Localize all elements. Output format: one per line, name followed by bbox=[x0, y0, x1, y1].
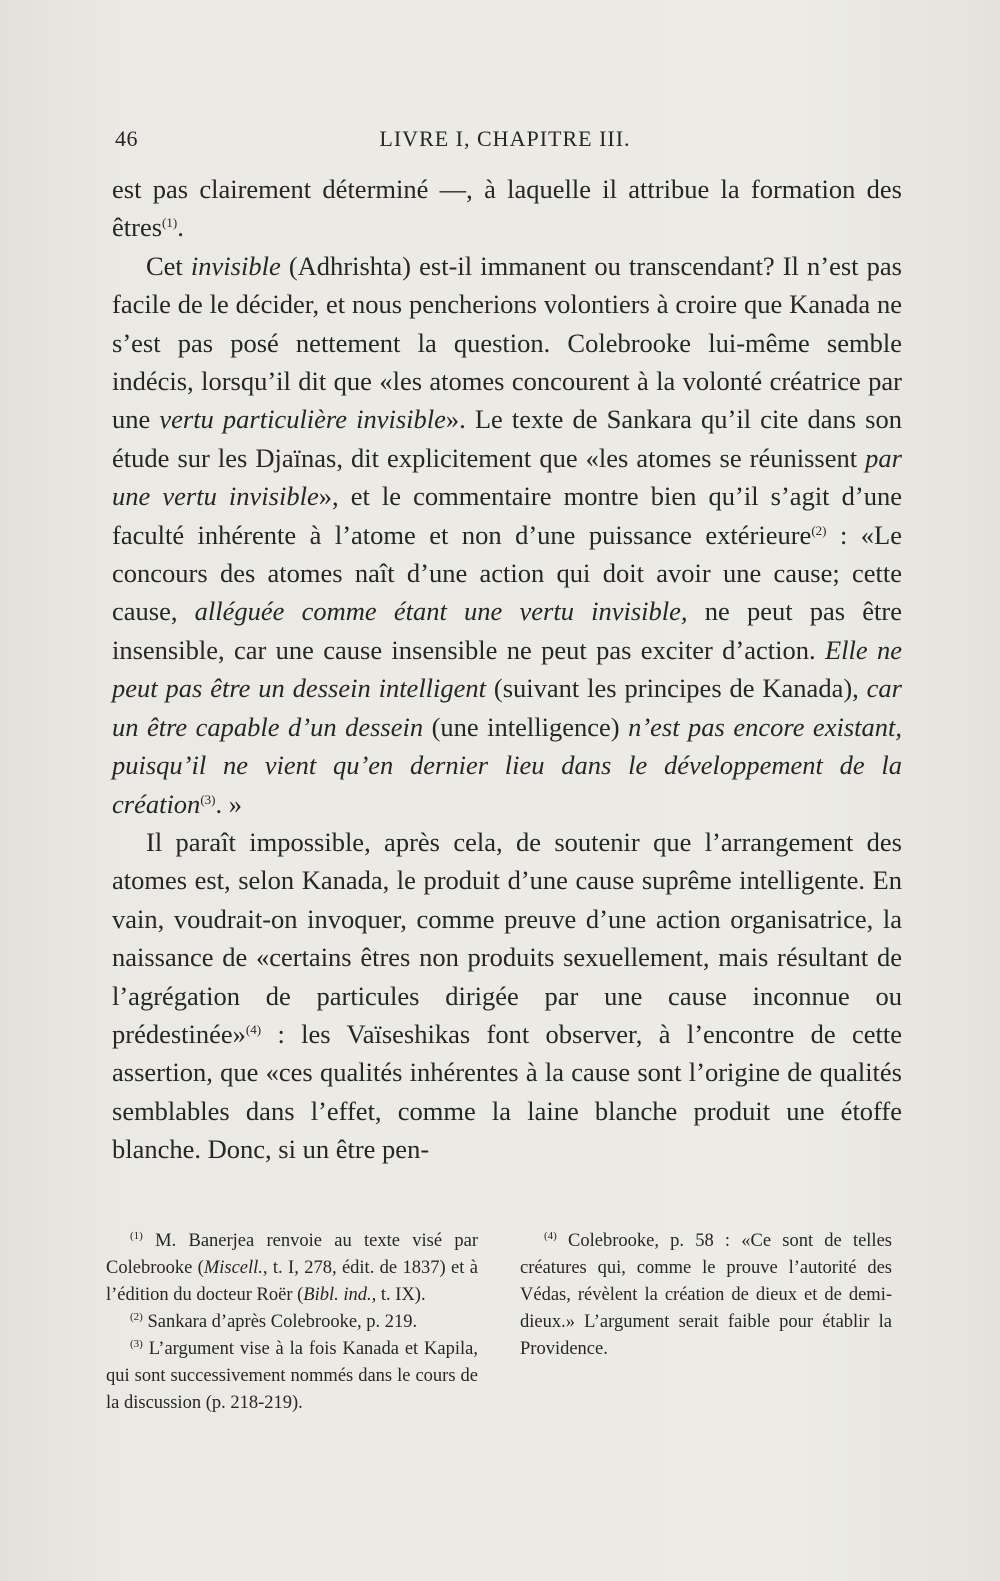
text-run: ». Le texte de Sankara qu’il cite dans son étude sur les Djaïnas, dit explicitement que «les atomes se réunissent bbox=[112, 404, 902, 473]
running-header bbox=[115, 122, 895, 156]
italic-run: Bibl. ind., bbox=[303, 1285, 377, 1305]
italic-run: vertu particulière invisible bbox=[159, 404, 446, 435]
paragraph-1 bbox=[112, 170, 902, 247]
main-text bbox=[112, 170, 902, 1169]
text-run: : les Vaïseshikas font observer, à l’encontre de cette assertion, que «ces qualités inhérentes à la cause sont l’origine de qualités semblables dans l’effet, comme la laine blanche produit une étoffe blanche. Donc, si un être pen- bbox=[112, 1018, 902, 1165]
footnote-mark: (1) bbox=[130, 1230, 143, 1242]
running-title: LIVRE I, CHAPITRE III. bbox=[379, 126, 631, 151]
footnotes bbox=[106, 1228, 906, 1458]
footnote-4 bbox=[520, 1228, 892, 1363]
footnote-mark: (4) bbox=[544, 1230, 557, 1242]
italic-run: invisible bbox=[190, 250, 281, 281]
footnotes-right-column bbox=[520, 1228, 892, 1363]
footnote-2 bbox=[106, 1309, 478, 1336]
paragraph-3 bbox=[112, 823, 902, 1169]
text-run: ne peut pas être insensible, car une cause insensible ne peut pas exciter d’action. bbox=[112, 596, 902, 665]
text-run: (suivant les principes de Kanada), bbox=[486, 673, 867, 704]
text-run: Sankara d’après Colebrooke, p. 219. bbox=[142, 1312, 418, 1332]
text-run: M. Banerjea renvoie au texte visé par Colebrooke ( bbox=[106, 1231, 478, 1278]
footnote-ref-3: (3) bbox=[200, 791, 216, 807]
text-run: Cet bbox=[146, 250, 191, 281]
italic-run: Elle ne peut pas être un dessein intelligent bbox=[112, 634, 902, 704]
footnote-3 bbox=[106, 1336, 478, 1417]
footnote-mark: (3) bbox=[130, 1338, 143, 1350]
text-run: (une intelligence) bbox=[423, 711, 629, 742]
italic-run: car un être capable d’un dessein bbox=[112, 673, 902, 742]
footnote-mark: (2) bbox=[130, 1311, 143, 1323]
paragraph-2 bbox=[112, 247, 902, 823]
italic-run: alléguée comme étant une vertu invisible, bbox=[194, 596, 688, 627]
text-run: est pas clairement déterminé —, à laquelle il attribue la formation des êtres bbox=[112, 174, 902, 243]
footnote-ref-4: (4) bbox=[245, 1021, 262, 1037]
text-run: t. I, 278, édit. de 1837) et à l’édition du docteur Roër ( bbox=[106, 1258, 478, 1305]
italic-run: n’est pas encore existant, puisqu’il ne vient qu’en dernier lieu dans le développement de la création bbox=[112, 711, 902, 819]
text-run: », et le commentaire montre bien qu’il s’agit d’une faculté inhérente à l’atome et non d’une puissance extérieure bbox=[112, 481, 902, 550]
text-run: L’argument vise à la fois Kanada et Kapila, qui sont successivement nommés dans le cours de la discussion (p. 218-219). bbox=[106, 1339, 478, 1413]
text-run: Il paraît impossible, après cela, de soutenir que l’arrangement des atomes est, selon Kanada, le produit d’une cause suprême intelligente. En vain, voudrait-on invoquer, comme preuve d’une action organisatrice, la naissance de «certains êtres non produits sexuellement, mais résultant de l’agrégation de particules dirigée par une cause inconnue ou prédestinée» bbox=[112, 826, 902, 1049]
footnote-1 bbox=[106, 1228, 478, 1309]
page-number: 46 bbox=[115, 126, 138, 151]
italic-run: par une vertu invisible bbox=[112, 442, 902, 512]
text-run: Colebrooke, p. 58 : «Ce sont de telles créatures qui, comme le prouve l’autorité des Védas, révèlent la création de dieux et de demi-dieux.» L’argument serait faible pour établir la Providence. bbox=[520, 1231, 892, 1359]
footnotes-left-column bbox=[106, 1228, 478, 1417]
text-run: (Adhrishta) est-il immanent ou transcendant? Il n’est pas facile de le décider, et nous pencherions volontiers à croire que Kanada ne s’est pas posé nettement la question. Colebrooke lui-même semble indécis, lorsqu’il dit que «les atomes concourent à la volonté créatrice par une bbox=[112, 250, 902, 435]
text-run: . » bbox=[215, 788, 242, 819]
footnote-ref-2: (2) bbox=[811, 522, 827, 538]
text-run: : «Le concours des atomes naît d’une action qui doit avoir une cause; cette cause, bbox=[112, 519, 903, 627]
text-run: t. IX). bbox=[376, 1285, 426, 1305]
footnote-ref-1: (1) bbox=[162, 215, 178, 231]
text-run: . bbox=[177, 212, 184, 243]
italic-run: Miscell., bbox=[203, 1258, 268, 1278]
